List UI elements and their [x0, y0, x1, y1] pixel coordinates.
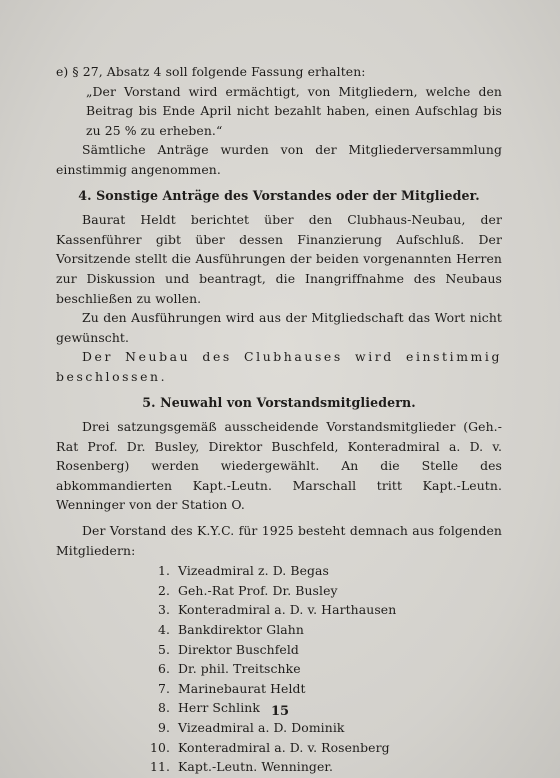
- list-item: 4. Bankdirektor Glahn: [157, 622, 304, 638]
- section-5-paragraph-2: Der Vorstand des K.Y.C. für 1925 besteht demnach aus folgenden Mitgliedern:: [56, 523, 502, 558]
- list-item: 6. Dr. phil. Treitschke: [157, 661, 301, 677]
- list-item: 9. Vizeadmiral a. D. Dominik: [157, 720, 345, 735]
- list-item: 2. Geh.-Rat Prof. Dr. Busley: [157, 582, 338, 598]
- section-4-heading: 4. Sonstige Anträge des Vorstandes oder der Mitglieder.: [78, 187, 480, 203]
- list-item: 7. Marinebaurat Heldt: [157, 680, 306, 696]
- list-item: 1. Vizeadmiral z. D. Begas: [157, 563, 329, 579]
- section-4-resolution: Der Neubau des Clubhauses wird einstimmig beschlossen.: [56, 349, 502, 384]
- page-number: 15: [270, 704, 290, 719]
- list-item: 11. Kapt.-Leutn. Wenninger.: [149, 759, 334, 775]
- list-item: 3. Konteradmiral a. D. v. Harthausen: [157, 602, 397, 618]
- section-5-heading: 5. Neuwahl von Vorstandsmitgliedern.: [142, 394, 416, 410]
- amendment-e-intro: e) § 27, Absatz 4 soll folgende Fassung erhalten:: [56, 64, 366, 79]
- amendment-e-quote: „Der Vorstand wird ermächtigt, von Mitgliedern, welche den Beitrag bis Ende April nicht bezahlt haben, einen Aufschlag bis zu 25 % zu erheben.“: [86, 83, 502, 138]
- section-4-paragraph-1: Baurat Heldt berichtet über den Clubhaus-Neubau, der Kassenführer gibt über dessen Finanzierung Aufschluß. Der Vorsitzende stellt die Ausführungen der beiden vorgenannten Herren zur Diskussion und beantragt, die Inangriffnahme des Neubaus beschließen zu wollen.: [56, 212, 502, 306]
- list-item: 10. Konteradmiral a. D. v. Rosenberg: [149, 739, 390, 755]
- list-item: 5. Direktor Buschfeld: [157, 641, 299, 657]
- section-4-paragraph-2: Zu den Ausführungen wird aus der Mitgliedschaft das Wort nicht gewünscht.: [56, 310, 502, 345]
- section-5-paragraph-1: Drei satzungsgemäß ausscheidende Vorstandsmitglieder (Geh.-Rat Prof. Dr. Busley, Direktor Buschfeld, Konteradmiral a. D. v. Rosenberg) werden wiedergewählt. An die Stelle des abkommandierten Kapt.-Leutn. Marschall tritt Kapt.-Leutn. Wenninger von der Station O.: [56, 419, 502, 513]
- list-item: 8. Herr Schlink: [157, 700, 260, 716]
- board-member-list: [56, 561, 502, 777]
- page-body: [56, 62, 502, 777]
- amendment-result: Sämtliche Anträge wurden von der Mitgliederversammlung einstimmig angenommen.: [56, 142, 502, 177]
